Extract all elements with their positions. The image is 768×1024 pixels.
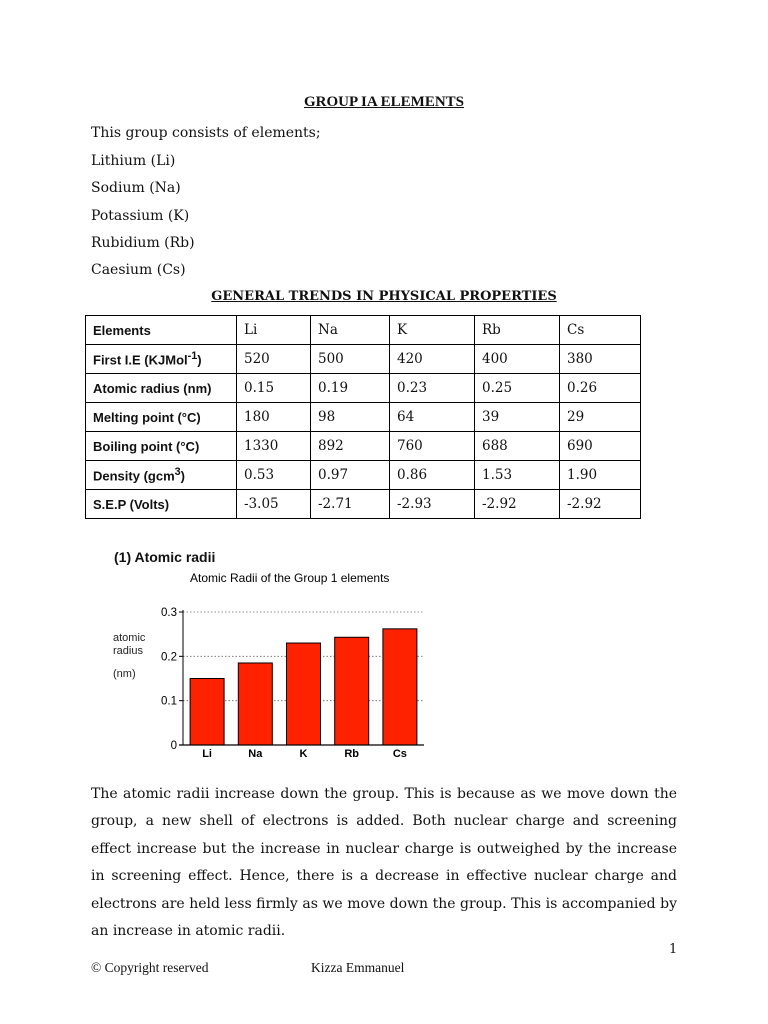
table-cell: -3.05 xyxy=(237,490,311,519)
bar xyxy=(335,637,369,745)
table-cell: 1.90 xyxy=(560,461,641,490)
table-cell: 690 xyxy=(560,432,641,461)
table-cell: -2.92 xyxy=(475,490,560,519)
table-header-cell: Li xyxy=(237,316,311,345)
table-row xyxy=(86,345,641,374)
intro-text: This group consists of elements; xyxy=(91,125,321,141)
chart-title: Atomic Radii of the Group 1 elements xyxy=(190,571,390,585)
bar xyxy=(383,629,417,745)
footer-author: Kizza Emmanuel xyxy=(311,960,405,975)
table-header-cell: K xyxy=(390,316,475,345)
row-label: Melting point (°C) xyxy=(86,403,237,432)
table-row xyxy=(86,432,641,461)
element-lithium: Lithium (Li) xyxy=(91,153,176,169)
table-header-cell: Na xyxy=(311,316,390,345)
table-cell: 39 xyxy=(475,403,560,432)
table-cell: -2.71 xyxy=(311,490,390,519)
table-cell: 0.53 xyxy=(237,461,311,490)
table-cell: 420 xyxy=(390,345,475,374)
table-cell: 400 xyxy=(475,345,560,374)
table-row xyxy=(86,461,641,490)
y-axis-label: (nm) xyxy=(113,668,136,680)
y-tick-label: 0.2 xyxy=(161,651,177,664)
table-cell: 0.86 xyxy=(390,461,475,490)
table-cell: 0.97 xyxy=(311,461,390,490)
table-cell: 520 xyxy=(237,345,311,374)
table-title: GENERAL TRENDS IN PHYSICAL PROPERTIES xyxy=(211,289,557,304)
table-cell: 1.53 xyxy=(475,461,560,490)
table-cell: 98 xyxy=(311,403,390,432)
x-tick-label: Na xyxy=(248,748,263,760)
x-tick-label: Li xyxy=(202,748,212,760)
table-cell: 500 xyxy=(311,345,390,374)
footer-copyright: © Copyright reserved xyxy=(91,960,209,975)
table-header-cell: Cs xyxy=(560,316,641,345)
table-header-row xyxy=(86,316,641,345)
y-axis-label: atomic xyxy=(113,632,146,644)
y-tick-label: 0.1 xyxy=(161,695,177,708)
table-cell: 64 xyxy=(390,403,475,432)
table-cell: -2.93 xyxy=(390,490,475,519)
bar xyxy=(238,663,272,745)
x-tick-label: Cs xyxy=(392,748,407,760)
body-paragraph: The atomic radii increase down the group. This is because as we move down the group, a new shell of electrons is added. Both nuclear charge and screening effect increase but the increase in nuclear charge is outweighed by the increase in screening effect. Hence, there is a decrease in effective nuclear charge and electrons are held less firmly as we move down the group. This is accompanied by an increase in atomic radii. xyxy=(91,786,677,940)
table-cell: 688 xyxy=(475,432,560,461)
table-cell: -2.92 xyxy=(560,490,641,519)
element-sodium: Sodium (Na) xyxy=(91,180,181,196)
y-axis-label: radius xyxy=(113,645,143,657)
table-cell: 892 xyxy=(311,432,390,461)
table-cell: 0.26 xyxy=(560,374,641,403)
table-header-cell: Elements xyxy=(86,316,237,345)
row-label: Atomic radius (nm) xyxy=(86,374,237,403)
row-label: Density (gcm$^3$) xyxy=(86,461,237,490)
section-heading: (1) Atomic radii xyxy=(114,549,216,565)
element-caesium: Caesium (Cs) xyxy=(91,262,186,278)
page-title: GROUP IA ELEMENTS xyxy=(303,94,465,110)
table-header-cell: Rb xyxy=(475,316,560,345)
table-cell: 760 xyxy=(390,432,475,461)
y-tick-label: 0 xyxy=(170,740,177,752)
y-tick-label: 0.3 xyxy=(161,607,177,619)
table-row xyxy=(86,490,641,519)
x-tick-label: Rb xyxy=(344,748,360,760)
row-label: S.E.P (Volts) xyxy=(86,490,237,519)
x-tick-label: K xyxy=(299,748,308,760)
table-cell: 180 xyxy=(237,403,311,432)
atomic-radii-chart xyxy=(108,598,438,763)
table-cell: 29 xyxy=(560,403,641,432)
table-cell: 0.25 xyxy=(475,374,560,403)
row-label: First I.E (KJMol$^{-1}$) xyxy=(86,345,237,374)
bar xyxy=(190,679,224,746)
table-row xyxy=(86,403,641,432)
table-cell: 0.19 xyxy=(311,374,390,403)
table-cell: 0.23 xyxy=(390,374,475,403)
element-potassium: Potassium (K) xyxy=(91,208,190,224)
bar xyxy=(287,643,321,745)
table-cell: 0.15 xyxy=(237,374,311,403)
row-label: Boiling point (°C) xyxy=(86,432,237,461)
element-rubidium: Rubidium (Rb) xyxy=(91,235,195,251)
table-cell: 380 xyxy=(560,345,641,374)
properties-table xyxy=(85,315,641,519)
page-number: 1 xyxy=(669,942,678,957)
table-row xyxy=(86,374,641,403)
table-cell: 1330 xyxy=(237,432,311,461)
